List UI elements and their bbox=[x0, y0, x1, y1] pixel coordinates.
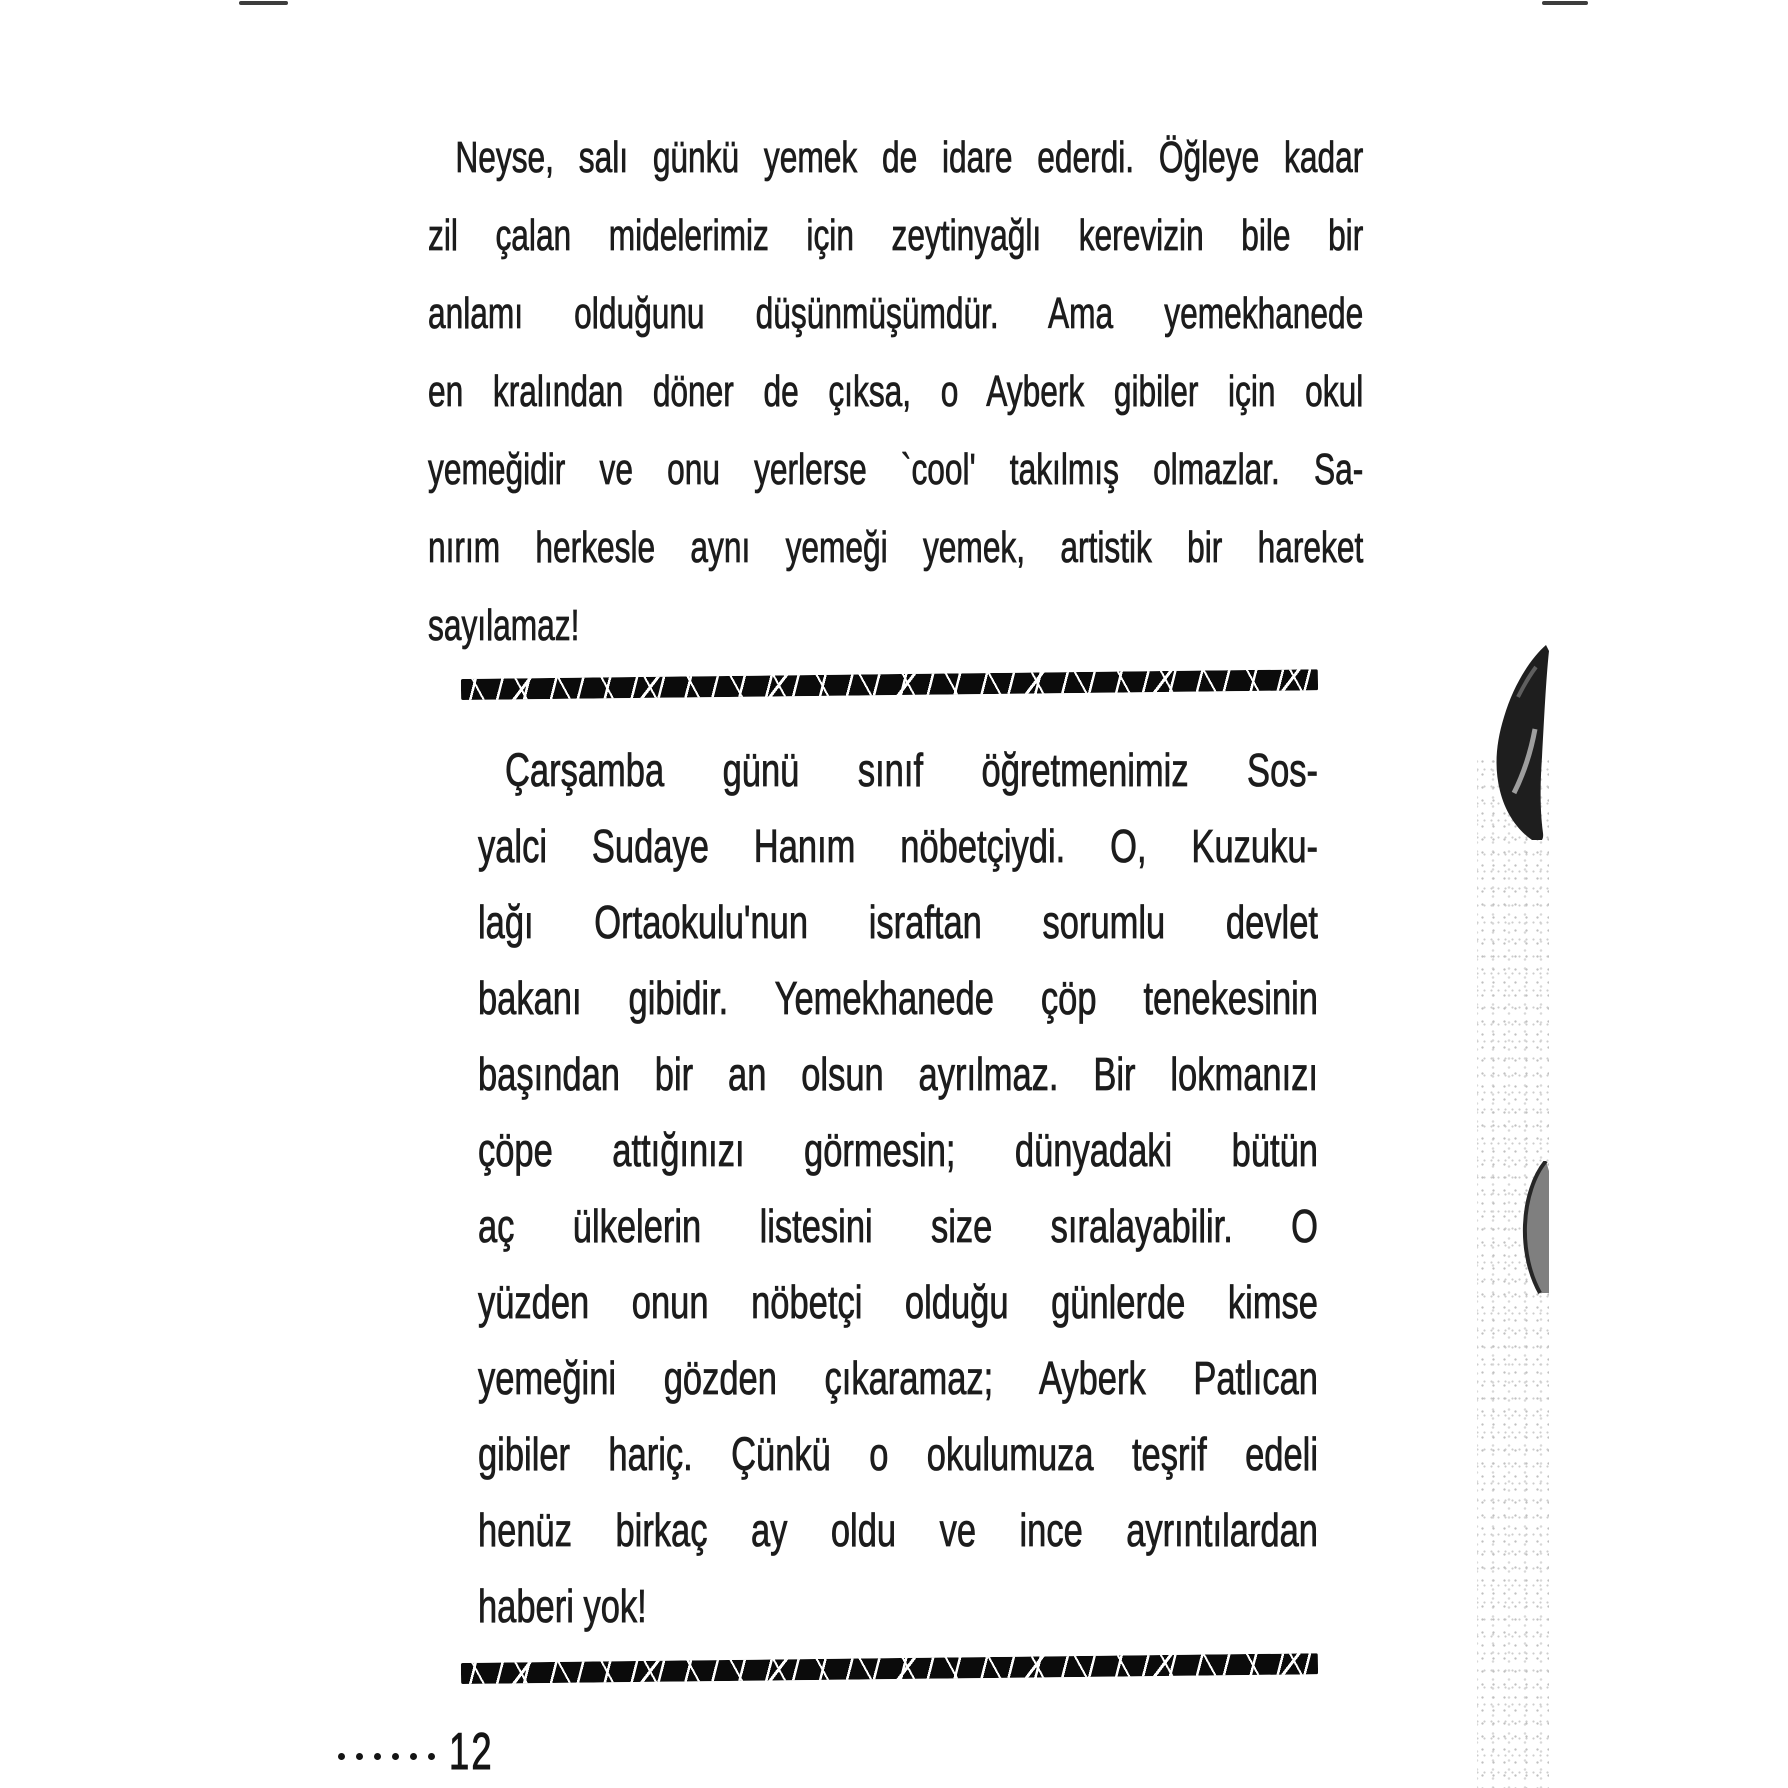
paragraph-1 bbox=[428, 119, 1363, 665]
paragraph-line: henüz birkaç ay oldu ve ince ayrıntılardan bbox=[478, 1504, 1318, 1556]
dot-icon bbox=[356, 1753, 363, 1760]
paragraph-line: yemeğini gözden çıkaramaz; Ayberk Patlıcan bbox=[478, 1352, 1318, 1404]
paragraph-line: gibiler hariç. Çünkü o okulumuza teşrif edeli bbox=[478, 1428, 1318, 1480]
page-footer bbox=[338, 1722, 513, 1782]
paragraph-line: yüzden onun nöbetçi olduğu günlerde kimse bbox=[478, 1276, 1318, 1328]
dot-icon bbox=[338, 1753, 345, 1760]
paragraph-line: aç ülkelerin listesini size sıralayabilir. O bbox=[478, 1200, 1318, 1252]
footer-dots bbox=[338, 1753, 435, 1760]
paragraph-line: Çarşamba günü sınıf öğretmenimiz Sos- bbox=[505, 744, 1318, 796]
top-edge-mark-left bbox=[239, 1, 288, 5]
dot-icon bbox=[428, 1753, 435, 1760]
paragraph-line: yalci Sudaye Hanım nöbetçiydi. O, Kuzuku- bbox=[478, 820, 1318, 872]
dot-icon bbox=[374, 1753, 381, 1760]
paragraph-line: başından bir an olsun ayrılmaz. Bir lokmanızı bbox=[478, 1048, 1318, 1100]
top-edge-mark-right bbox=[1542, 1, 1588, 5]
dot-icon bbox=[410, 1753, 417, 1760]
paragraph-line: anlamı olduğunu düşünmüşümdür. Ama yemekhanede bbox=[428, 289, 1364, 338]
section-divider-top bbox=[461, 669, 1318, 700]
section-divider-bottom bbox=[461, 1653, 1318, 1684]
paragraph-line: haberi yok! bbox=[478, 1580, 647, 1632]
paragraph-line: yemeğidir ve onu yerlerse `cool' takılmış olmazlar. Sa- bbox=[428, 445, 1364, 494]
dot-icon bbox=[392, 1753, 399, 1760]
paragraph-line: lağı Ortaokulu'nun israftan sorumlu devlet bbox=[478, 896, 1318, 948]
paragraph-line: zil çalan midelerimiz için zeytinyağlı kerevizin bile bir bbox=[428, 211, 1364, 260]
paragraph-2 bbox=[478, 732, 1318, 1644]
paragraph-line: en kralından döner de çıksa, o Ayberk gibiler için okul bbox=[428, 367, 1364, 416]
edge-artwork-gray-blob bbox=[1522, 1161, 1549, 1294]
paragraph-line: nırım herkesle aynı yemeği yemek, artistik bir hareket bbox=[428, 523, 1364, 572]
paragraph-line: Neyse, salı günkü yemek de idare ederdi. Öğleye kadar bbox=[455, 133, 1364, 182]
paragraph-line: sayılamaz! bbox=[428, 601, 580, 650]
paragraph-line: bakanı gibidir. Yemekhanede çöp tenekesinin bbox=[478, 972, 1318, 1024]
edge-artwork-dark-blob bbox=[1494, 645, 1552, 840]
paragraph-line: çöpe attığınızı görmesin; dünyadaki bütün bbox=[478, 1124, 1318, 1176]
page-number: 12 bbox=[449, 1723, 494, 1781]
